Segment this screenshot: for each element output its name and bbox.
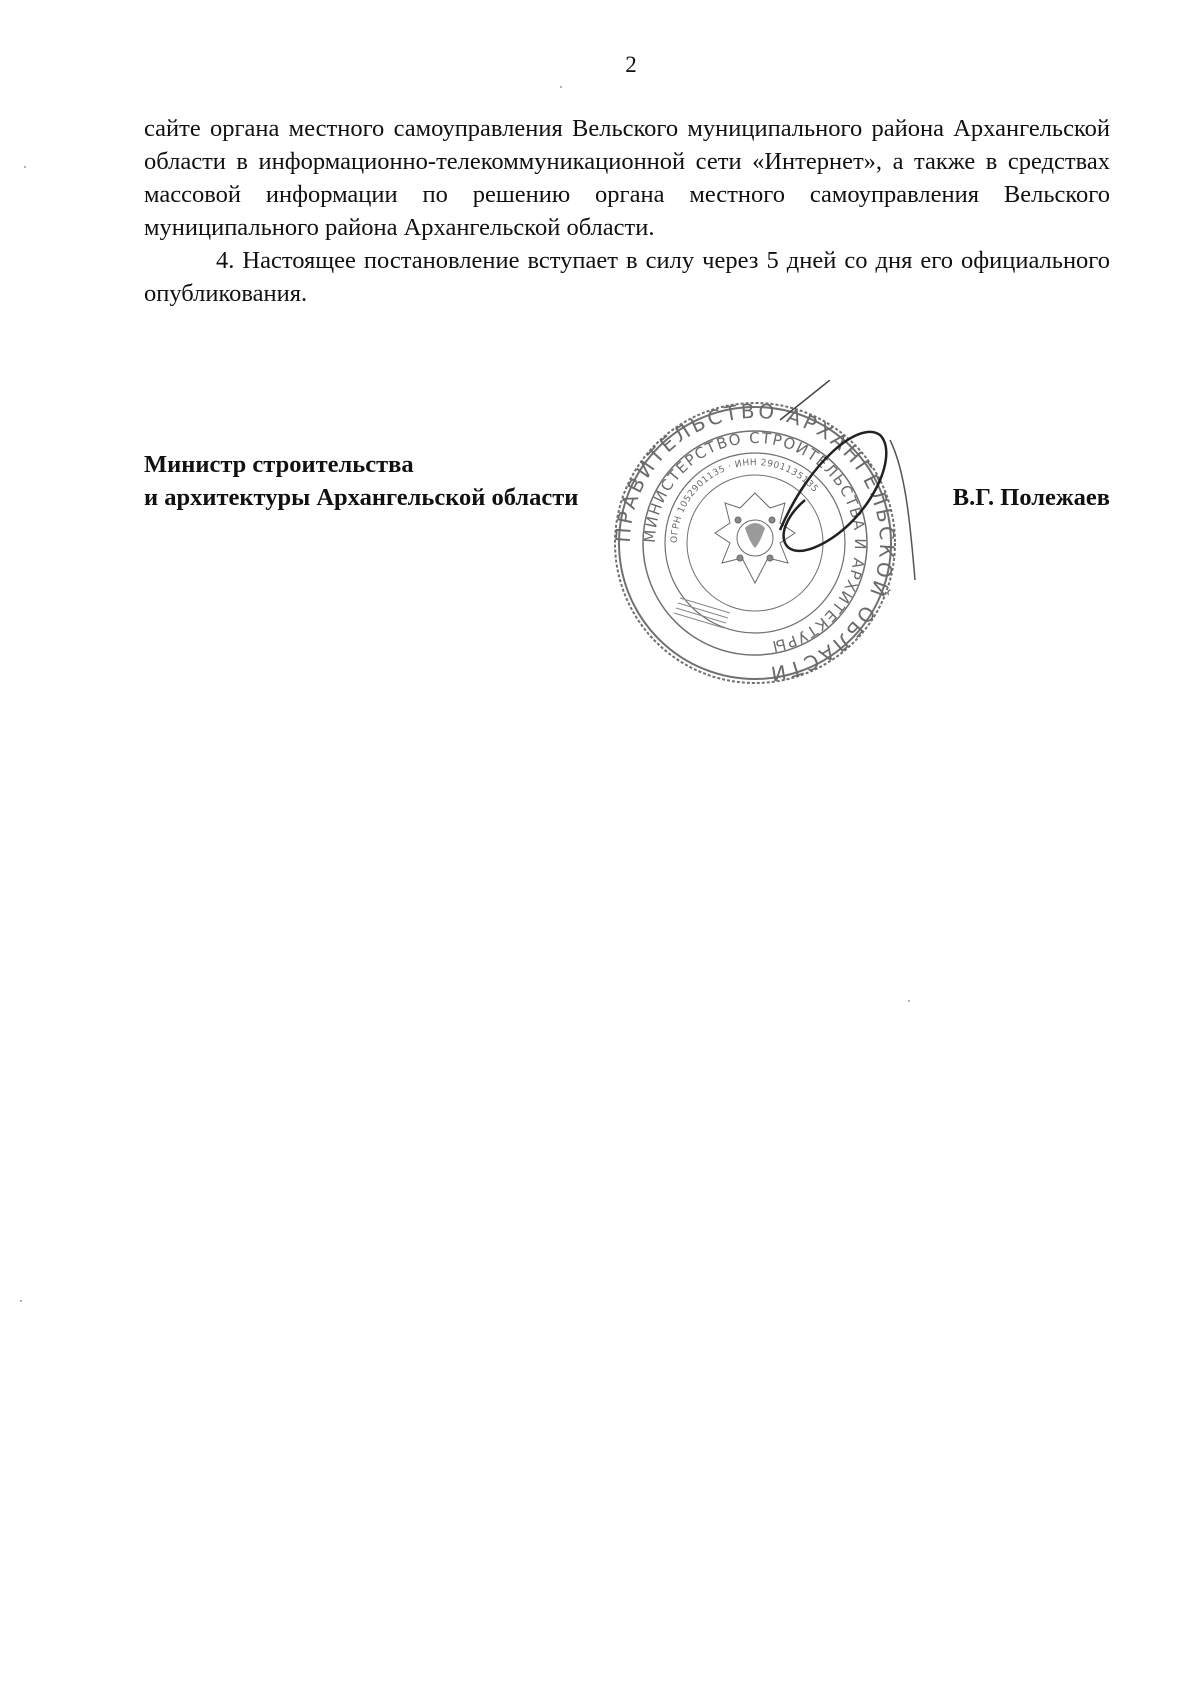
scan-speck bbox=[560, 86, 562, 88]
seal-middle-text: МИНИСТЕРСТВО СТРОИТЕЛЬСТВА И АРХИТЕКТУРЫ bbox=[640, 428, 870, 656]
document-body bbox=[144, 112, 1110, 310]
signer-name: В.Г. Полежаев bbox=[952, 484, 1110, 511]
scan-speck bbox=[20, 1300, 22, 1302]
seal-inner-text: ОГРН 1052901135 · ИНН 2901135135 bbox=[669, 457, 820, 544]
signer-position-line-2: и архитектуры Архангельской области bbox=[144, 484, 579, 511]
signature-block bbox=[144, 448, 1110, 514]
page-number: 2 bbox=[625, 52, 637, 77]
paragraph-continuation: сайте органа местного самоуправления Вельского муниципального района Архангельской области в информационно-телекоммуникационной сети «Интернет», а также в средствах массовой информации по решению органа местного самоуправления Вельского муниципального района Архангельской области. bbox=[144, 115, 1110, 241]
scan-speck bbox=[24, 166, 26, 168]
signer-position-line-1: Министр строительства bbox=[144, 451, 414, 478]
seal-outer-text: ПРАВИТЕЛЬСТВО АРХАНГЕЛЬСКОЙ ОБЛАСТИ bbox=[610, 398, 900, 687]
paragraph-effective-date: 4. Настоящее постановление вступает в силу через 5 дней со дня его официального опубликования. bbox=[144, 247, 1110, 307]
scan-speck bbox=[908, 1000, 910, 1002]
